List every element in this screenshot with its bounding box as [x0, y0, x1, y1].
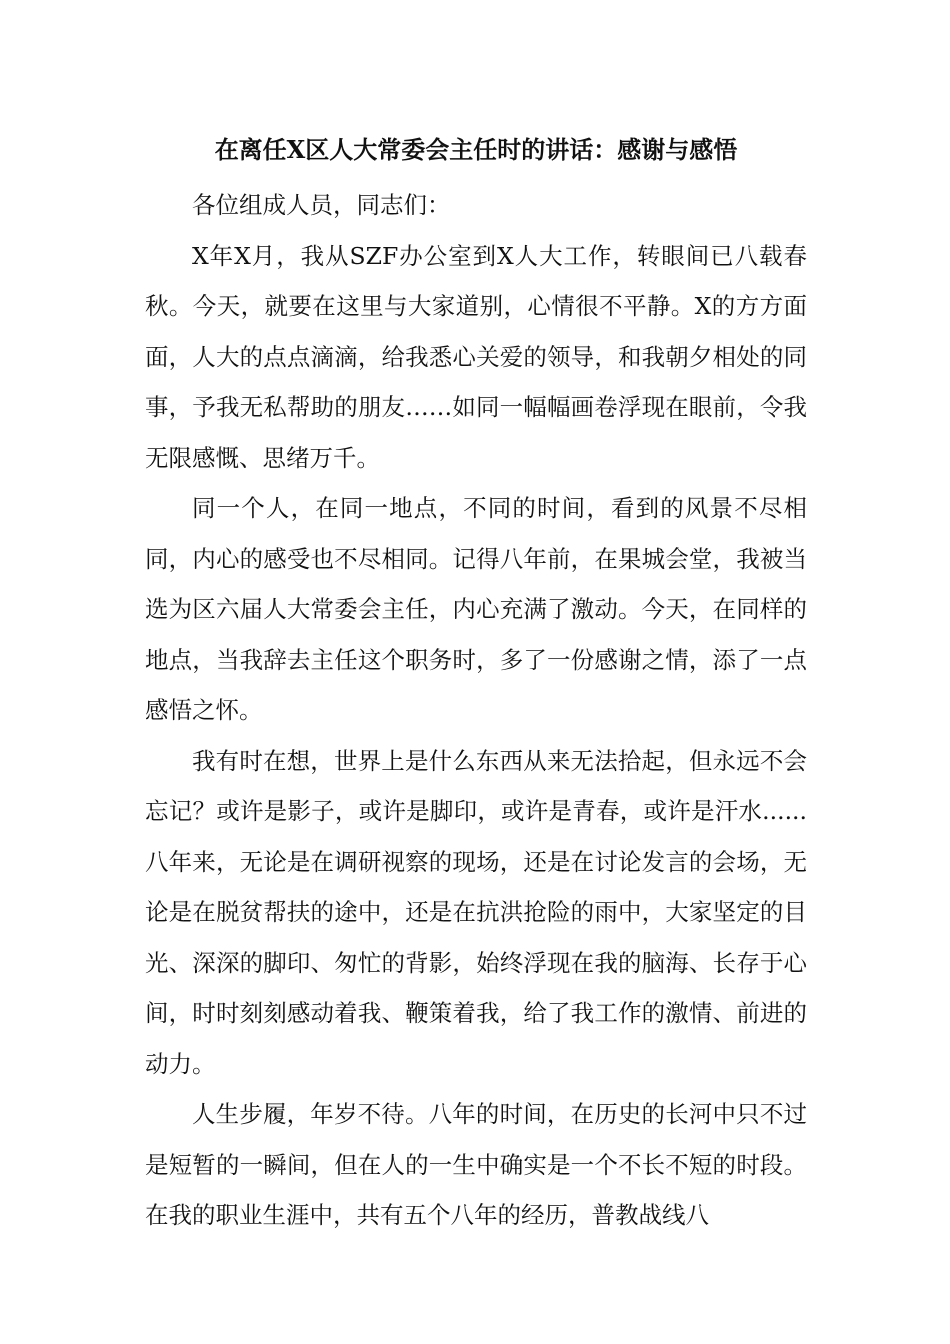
salutation: 各位组成人员，同志们：: [192, 191, 451, 219]
paragraph-3: 我有时在想，世界上是什么东西从来无法拾起，但永远不会忘记？或许是影子，或许是脚印，或许是青春，或许是汗水......八年来，无论是在调研视察的现场，还是在讨论发言的会场，无论是在脱贫帮扶的途中，还是在抗洪抢险的雨中，大家坚定的目光、深深的脚印、匆忙的背影，始终浮现在我的脑海、长存于心间，时时刻刻感动着我、鞭策着我，给了我工作的激情、前进的动力。: [145, 746, 807, 1078]
document-body: [145, 180, 807, 1241]
paragraph-1: X年X月，我从SZF办公室到X人大工作，转眼间已八载春秋。今天，就要在这里与大家道别，心情很不平静。X的方方面面，人大的点点滴滴，给我悉心关爱的领导，和我朝夕相处的同事，予我无私帮助的朋友……如同一幅幅画卷浮现在眼前，令我无限感慨、思绪万千。: [145, 241, 807, 472]
document-title: 在离任X区人大常委会主任时的讲话：感谢与感悟: [214, 135, 738, 164]
paragraph-2: 同一个人，在同一地点，不同的时间，看到的风景不尽相同，内心的感受也不尽相同。记得八年前，在果城会堂，我被当选为区六届人大常委会主任，内心充满了激动。今天，在同样的地点，当我辞去主任这个职务时，多了一份感谢之情，添了一点感悟之怀。: [145, 494, 807, 724]
paragraph-4: 人生步履，年岁不待。八年的时间，在历史的长河中只不过是短暂的一瞬间，但在人的一生中确实是一个不长不短的时段。在我的职业生涯中，共有五个八年的经历，普教战线八: [145, 1100, 807, 1229]
